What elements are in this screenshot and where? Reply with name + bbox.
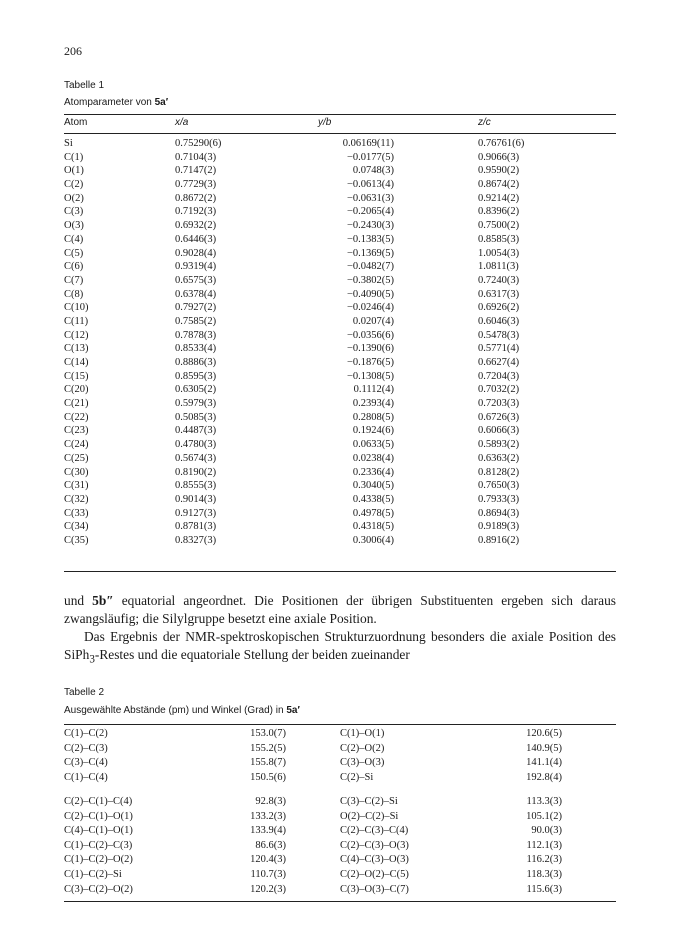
- table2-bottom-rule: [64, 901, 616, 902]
- table1-body: [0, 137, 680, 548]
- table1-cell-z: 0.6317(3): [478, 288, 520, 300]
- table-row: [0, 288, 680, 302]
- table2-cell-value-left: 155.8(7): [250, 757, 286, 769]
- table1-cell-atom: O(2): [64, 192, 84, 204]
- table1-cell-y: 0.2336(4): [352, 466, 394, 478]
- table2-cell-value-right: 141.1(4): [526, 757, 562, 769]
- table1-cell-x: 0.6378(4): [175, 288, 217, 300]
- table1-header-rule: [64, 133, 616, 134]
- table2-cell-bond-left: C(1)–C(4): [64, 771, 108, 783]
- table1-cell-atom: C(3): [64, 206, 84, 218]
- table1-cell-x: 0.7585(2): [175, 315, 217, 327]
- table2-cell-bond-right: C(2)–Si: [340, 771, 374, 783]
- table1-cell-atom: C(20): [64, 384, 89, 396]
- table-row: [0, 329, 680, 343]
- table1-cell-y: 0.2393(4): [352, 398, 394, 410]
- paragraph-2-subscript: 3: [89, 653, 95, 666]
- table2-cell-value-right: 140.9(5): [526, 742, 562, 754]
- table-row: [0, 205, 680, 219]
- table-row: [0, 192, 680, 206]
- table1-cell-z: 0.76761(6): [478, 138, 525, 149]
- table2-cell-value-right: 112.1(3): [526, 839, 562, 851]
- table1-cell-z: 0.6046(3): [478, 315, 520, 327]
- table1-cell-x: 0.8781(3): [175, 521, 217, 533]
- table-row: [0, 356, 680, 370]
- table2-cell-bond-right: C(1)–O(1): [340, 728, 385, 739]
- table1-cell-x: 0.8327(3): [175, 534, 217, 546]
- table1-cell-x: 0.8533(4): [175, 343, 217, 355]
- table-row: [0, 383, 680, 397]
- table-row: [0, 411, 680, 425]
- table2-cell-value-left: 150.5(6): [250, 771, 286, 783]
- table1-cell-x: 0.5085(3): [175, 411, 217, 423]
- table1-cell-y: −0.0246(4): [346, 302, 394, 314]
- table2-caption-text: Ausgewählte Abstände (pm) und Winkel (Grad) in: [64, 705, 287, 716]
- table2-cell-bond-right: C(2)–O(2)–C(5): [340, 868, 409, 880]
- table1-cell-atom: C(6): [64, 261, 84, 273]
- table2-cell-value-right: 116.2(3): [526, 854, 562, 866]
- table1-cell-atom: C(13): [64, 343, 89, 355]
- table2-cell-bond-right: C(2)–O(2): [340, 742, 385, 754]
- table1-cell-atom: C(15): [64, 370, 89, 382]
- table2-cell-bond-left: C(2)–C(3): [64, 742, 108, 754]
- paragraph-2: [64, 628, 616, 669]
- table1-cell-x: 0.6446(3): [175, 233, 217, 245]
- table2-cell-bond-right: O(2)–C(2)–Si: [340, 810, 399, 822]
- table-row: [0, 853, 680, 868]
- table-row: [0, 219, 680, 233]
- table1-cell-y: −0.0177(5): [346, 151, 394, 163]
- table1-cell-z: 0.6363(2): [478, 452, 520, 464]
- table-row: [0, 370, 680, 384]
- table1-cell-atom: C(35): [64, 534, 89, 546]
- table2-cell-bond-left: C(3)–C(2)–O(2): [64, 883, 133, 895]
- table1-header-z: z/c: [478, 117, 491, 128]
- table2-cell-bond-left: C(3)–C(4): [64, 757, 108, 769]
- table1-cell-x: 0.7927(2): [175, 302, 217, 314]
- table1-cell-atom: C(23): [64, 425, 89, 437]
- table1-cell-z: 0.7203(3): [478, 398, 520, 410]
- table1-cell-z: 0.7240(3): [478, 274, 520, 286]
- table2-cell-value-right: 105.1(2): [526, 810, 562, 822]
- table-row: [0, 810, 680, 825]
- table1-cell-atom: C(7): [64, 274, 84, 286]
- table2-cell-value-left: 92.8(3): [255, 796, 286, 807]
- table1-cell-z: 0.8396(2): [478, 206, 520, 218]
- table2-cell-bond-right: C(2)–C(3)–C(4): [340, 825, 409, 837]
- table1-cell-y: 0.0748(3): [352, 165, 394, 177]
- table2-cell-value-right: 192.8(4): [526, 771, 562, 783]
- table2-cell-value-right: 120.6(5): [526, 728, 562, 739]
- table1-cell-atom: C(32): [64, 493, 89, 505]
- table1-cell-atom: C(22): [64, 411, 89, 423]
- table1-cell-x: 0.8190(2): [175, 466, 217, 478]
- table1-cell-x: 0.8595(3): [175, 370, 217, 382]
- table1-cell-z: 0.9214(2): [478, 192, 520, 204]
- table1-cell-x: 0.7729(3): [175, 179, 217, 191]
- table2-cell-value-left: 133.2(3): [250, 810, 286, 822]
- table1-cell-atom: C(12): [64, 329, 89, 341]
- table1-cell-y: −0.0613(4): [346, 179, 394, 191]
- table-row: [0, 883, 680, 898]
- table2-cell-value-left: 153.0(7): [250, 728, 286, 739]
- table1-cell-x: 0.7192(3): [175, 206, 217, 218]
- table-row: [0, 397, 680, 411]
- table1-cell-z: 0.6066(3): [478, 425, 520, 437]
- table1-cell-z: 1.0811(3): [478, 261, 519, 273]
- table1-cell-x: 0.6575(3): [175, 274, 217, 286]
- table1-cell-x: 0.7147(2): [175, 165, 217, 177]
- table1-cell-atom: O(1): [64, 165, 84, 177]
- table1-cell-atom: C(33): [64, 507, 89, 519]
- table-row: [0, 301, 680, 315]
- table-row: [0, 771, 680, 786]
- table-row: [0, 466, 680, 480]
- table1-cell-atom: Si: [64, 138, 73, 149]
- table1-cell-z: 0.7032(2): [478, 384, 520, 396]
- table1-cell-z: 0.6726(3): [478, 411, 520, 423]
- table1-cell-z: 1.0054(3): [478, 247, 520, 259]
- table1-cell-y: 0.3006(4): [352, 534, 394, 546]
- table-row: [0, 795, 680, 810]
- table1-cell-y: −0.0482(7): [346, 261, 394, 273]
- table1-cell-y: 0.4978(5): [352, 507, 394, 519]
- table1-cell-x: 0.6305(2): [175, 384, 217, 396]
- table1-cell-y: 0.06169(11): [342, 138, 394, 149]
- table1-cell-x: 0.5979(3): [175, 398, 217, 410]
- table1-cell-z: 0.6627(4): [478, 357, 520, 368]
- table1-cell-y: 0.1924(6): [352, 425, 394, 437]
- table-row: [0, 868, 680, 883]
- table2-angles: [0, 795, 680, 897]
- table1-cell-z: 0.7650(3): [478, 480, 520, 492]
- table2-cell-bond-right: C(3)–C(2)–Si: [340, 796, 398, 807]
- table-row: [0, 178, 680, 192]
- table2-cell-value-left: 120.4(3): [250, 854, 286, 866]
- table2-distances: [0, 727, 680, 785]
- table2-cell-bond-left: C(2)–C(1)–C(4): [64, 796, 133, 807]
- table1-cell-atom: C(5): [64, 247, 84, 259]
- table1-cell-x: 0.8672(2): [175, 192, 217, 204]
- table-row: [0, 824, 680, 839]
- table-row: [0, 479, 680, 493]
- table1-cell-z: 0.8916(2): [478, 534, 520, 546]
- table1-cell-x: 0.5674(3): [175, 452, 217, 464]
- paragraph-2-start: Das Ergebnis der NMR-spektroskopischen Strukturzuordnung besonders die axiale Position des SiPh: [64, 629, 616, 662]
- table1-cell-z: 0.7933(3): [478, 493, 520, 505]
- table2-cell-bond-left: C(2)–C(1)–O(1): [64, 810, 133, 822]
- table2-cell-value-right: 118.3(3): [526, 868, 562, 880]
- table-row: [0, 493, 680, 507]
- table1-cell-y: −0.0631(3): [346, 192, 394, 204]
- table1-cell-y: −0.4090(5): [346, 288, 394, 300]
- table1-cell-z: 0.8585(3): [478, 233, 520, 245]
- table-row: [0, 839, 680, 854]
- body-text: [64, 592, 616, 669]
- table1-cell-z: 0.8128(2): [478, 466, 520, 478]
- table-row: [0, 756, 680, 771]
- table1-cell-atom: C(25): [64, 452, 89, 464]
- table1-cell-x: 0.9014(3): [175, 493, 217, 505]
- table-row: [0, 164, 680, 178]
- table1-cell-z: 0.6926(2): [478, 302, 520, 314]
- table-row: [0, 315, 680, 329]
- table2-cell-value-left: 133.9(4): [250, 825, 286, 837]
- table1-cell-atom: C(2): [64, 179, 84, 191]
- table1-cell-atom: C(10): [64, 302, 89, 314]
- table1-cell-x: 0.9028(4): [175, 247, 217, 259]
- table1-cell-y: 0.0633(5): [352, 439, 394, 451]
- table-row: [0, 137, 680, 151]
- paragraph-1-rest: equatorial angeordnet. Die Positionen der übrigen Substituenten ergeben sich daraus zwangsläufig; die Silylgruppe besetzt eine axiale Position.: [64, 593, 616, 626]
- table2-cell-bond-right: C(4)–C(3)–O(3): [340, 854, 409, 866]
- table2-title: Tabelle 2: [64, 687, 105, 698]
- table1-cell-x: 0.6932(2): [175, 220, 217, 232]
- table1-cell-z: 0.9189(3): [478, 521, 520, 533]
- table1-cell-y: −0.1390(6): [346, 343, 394, 355]
- table1-cell-atom: C(21): [64, 398, 89, 410]
- table1-cell-z: 0.5478(3): [478, 329, 520, 341]
- table1-cell-x: 0.8886(3): [175, 357, 217, 368]
- table-row: [0, 260, 680, 274]
- table2-cell-bond-left: C(1)–C(2)–Si: [64, 868, 122, 880]
- table1-cell-x: 0.9319(4): [175, 261, 217, 273]
- table1-cell-z: 0.8694(3): [478, 507, 520, 519]
- table1-cell-atom: C(14): [64, 357, 89, 368]
- table1-cell-y: 0.0207(4): [352, 315, 394, 327]
- table-row: [0, 727, 680, 742]
- table2-cell-value-left: 120.2(3): [250, 883, 286, 895]
- table2-cell-value-left: 155.2(5): [250, 742, 286, 754]
- table1-cell-atom: C(8): [64, 288, 84, 300]
- table1-cell-y: −0.1383(5): [346, 233, 394, 245]
- table2-cell-value-left: 86.6(3): [255, 839, 286, 851]
- paragraph-2-rest: -Restes und die equatoriale Stellung der beiden zueinander: [94, 647, 410, 662]
- table1-cell-atom: C(31): [64, 480, 89, 492]
- paragraph-1: [64, 592, 616, 628]
- table2-top-rule: [64, 724, 616, 725]
- table1-cell-y: 0.1112(4): [353, 384, 394, 396]
- table-row: [0, 247, 680, 261]
- table1-cell-atom: C(11): [64, 315, 89, 327]
- table1-cell-y: 0.2808(5): [352, 411, 394, 423]
- table2-cell-bond-right: C(3)–O(3): [340, 757, 385, 769]
- table1-cell-y: −0.2430(3): [346, 220, 394, 232]
- table1-cell-y: −0.0356(6): [346, 329, 394, 341]
- table-row: [0, 534, 680, 548]
- table1-cell-atom: C(1): [64, 151, 84, 163]
- table1-cell-z: 0.5771(4): [478, 343, 520, 355]
- table1-caption: [64, 97, 168, 108]
- table1-cell-x: 0.8555(3): [175, 480, 217, 492]
- table-row: [0, 507, 680, 521]
- table1-cell-atom: C(4): [64, 233, 84, 245]
- table1-cell-atom: C(34): [64, 521, 89, 533]
- table1-cell-x: 0.4487(3): [175, 425, 217, 437]
- table1-cell-z: 0.7500(2): [478, 220, 520, 232]
- page-number: 206: [64, 44, 82, 58]
- table1-header-atom: Atom: [64, 117, 88, 128]
- table1-cell-z: 0.8674(2): [478, 179, 520, 191]
- table1-cell-atom: O(3): [64, 220, 84, 232]
- table2-cell-value-left: 110.7(3): [250, 868, 286, 880]
- table2-cell-bond-left: C(1)–C(2): [64, 728, 108, 739]
- table1-cell-y: 0.3040(5): [352, 480, 394, 492]
- table2-cell-value-right: 115.6(3): [526, 883, 562, 895]
- paragraph-1-start: und: [64, 593, 93, 608]
- table1-top-rule: [64, 114, 616, 115]
- table-row: [0, 438, 680, 452]
- table1-cell-y: 0.4338(5): [352, 493, 394, 505]
- table1-cell-y: 0.0238(4): [352, 452, 394, 464]
- table1-caption-text: Atomparameter von: [64, 97, 155, 108]
- table1-title: Tabelle 1: [64, 80, 105, 91]
- table-row: [0, 742, 680, 757]
- table2-cell-bond-left: C(1)–C(2)–C(3): [64, 839, 133, 851]
- table1-cell-y: −0.1876(5): [346, 357, 394, 368]
- table1-caption-compound: 5a′: [154, 97, 169, 108]
- table2-cell-value-right: 113.3(3): [526, 796, 562, 807]
- table1-bottom-rule: [64, 571, 616, 572]
- table-row: [0, 342, 680, 356]
- table1-cell-x: 0.4780(3): [175, 439, 217, 451]
- table1-cell-y: −0.2065(4): [346, 206, 394, 218]
- table1-cell-z: 0.5893(2): [478, 439, 520, 451]
- table1-cell-z: 0.9066(3): [478, 151, 520, 163]
- table1-cell-y: 0.4318(5): [352, 521, 394, 533]
- table1-cell-atom: C(24): [64, 439, 89, 451]
- table1-cell-y: −0.1308(5): [346, 370, 394, 382]
- table1-cell-y: −0.1369(5): [346, 247, 394, 259]
- table1-cell-x: 0.7878(3): [175, 329, 217, 341]
- table2-cell-bond-left: C(4)–C(1)–O(1): [64, 825, 133, 837]
- table2-caption: [64, 705, 300, 716]
- table-row: [0, 151, 680, 165]
- table-row: [0, 274, 680, 288]
- table2-cell-bond-right: C(2)–C(3)–O(3): [340, 839, 409, 851]
- table1-cell-y: −0.3802(5): [346, 274, 394, 286]
- table-row: [0, 520, 680, 534]
- table-row: [0, 424, 680, 438]
- table1-cell-z: 0.9590(2): [478, 165, 520, 177]
- table2-cell-bond-right: C(3)–O(3)–C(7): [340, 883, 409, 895]
- table1-cell-x: 0.7104(3): [175, 151, 217, 163]
- table-row: [0, 452, 680, 466]
- table1-cell-x: 0.75290(6): [175, 138, 222, 149]
- table2-cell-value-right: 90.0(3): [531, 825, 562, 837]
- table1-cell-x: 0.9127(3): [175, 507, 217, 519]
- table1-cell-z: 0.7204(3): [478, 370, 520, 382]
- table1-cell-atom: C(30): [64, 466, 89, 478]
- table-row: [0, 233, 680, 247]
- compound-5b-double-prime: 5b″: [92, 593, 114, 608]
- table1-header-x: x/a: [175, 117, 189, 128]
- table1-header-y: y/b: [318, 117, 332, 128]
- table2-cell-bond-left: C(1)–C(2)–O(2): [64, 854, 133, 866]
- table2-caption-compound: 5a′: [286, 705, 300, 716]
